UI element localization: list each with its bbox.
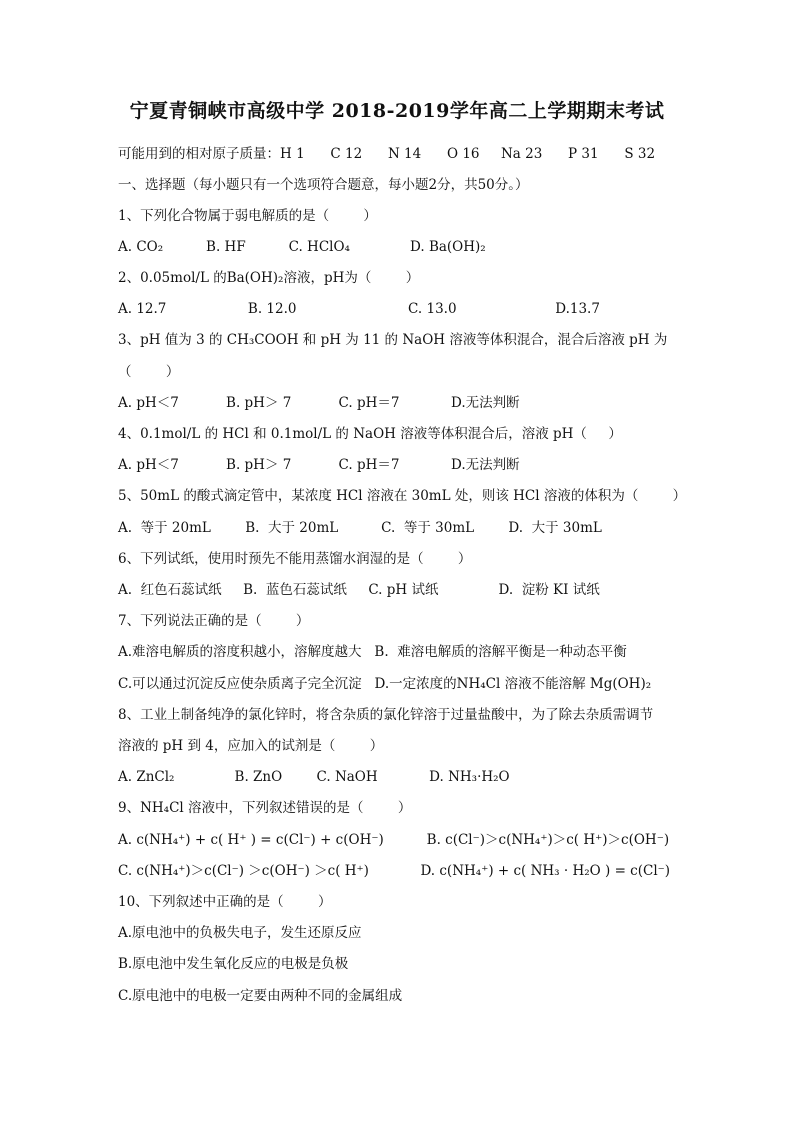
exam-title: 宁夏青铜峡市高级中学 2018-2019学年高二上学期期末考试 bbox=[129, 100, 665, 122]
question-1-options: A. CO₂ B. HF C. HClO₄ D. Ba(OH)₂ bbox=[118, 239, 486, 255]
question-4-options: A. pH＜7 B. pH＞ 7 C. pH＝7 D.无法判断 bbox=[118, 457, 520, 473]
question-5-options: A. 等于 20mL B. 大于 20mL C. 等于 30mL D. 大于 30mL bbox=[118, 520, 602, 536]
question-10-option-c: C.原电池中的电极一定要由两种不同的金属组成 bbox=[118, 988, 403, 1004]
question-8: 8、工业上制备纯净的氯化锌时，将含杂质的氯化锌溶于过量盐酸中，为了除去杂质需调节 bbox=[118, 707, 654, 723]
question-2-options: A. 12.7 B. 12.0 C. 13.0 D.13.7 bbox=[118, 301, 600, 317]
question-7: 7、下列说法正确的是（ ） bbox=[118, 613, 310, 629]
question-3-bracket: （ ） bbox=[118, 364, 180, 380]
question-3: 3、pH 值为 3 的 CH₃COOH 和 pH 为 11 的 NaOH 溶液等体积混合，混合后溶液 pH 为 bbox=[118, 332, 668, 348]
question-10-option-a: A.原电池中的负极失电子，发生还原反应 bbox=[118, 925, 362, 941]
question-8-continued: 溶液的 pH 到 4，应加入的试剂是（ ） bbox=[118, 738, 384, 754]
atomic-mass-line: 可能用到的相对原子质量：H 1 C 12 N 14 O 16 Na 23 P 31 S 32 bbox=[118, 146, 656, 162]
question-9-options-ab: A. c(NH₄⁺) + c( H⁺ ) = c(Cl⁻) + c(OH⁻) B. c(Cl⁻)＞c(NH₄⁺)＞c( H⁺)＞c(OH⁻) bbox=[118, 832, 670, 848]
question-10-option-b: B.原电池中发生氧化反应的电极是负极 bbox=[118, 956, 349, 972]
question-8-options: A. ZnCl₂ B. ZnO C. NaOH D. NH₃·H₂O bbox=[118, 769, 510, 785]
question-6: 6、下列试纸，使用时预先不能用蒸馏水润湿的是（ ） bbox=[118, 551, 472, 567]
question-5: 5、50mL 的酸式滴定管中，某浓度 HCl 溶液在 30mL 处，则该 HCl 溶液的体积为（ ） bbox=[118, 488, 687, 504]
question-10: 10、下列叙述中正确的是（ ） bbox=[118, 894, 332, 910]
question-3-options: A. pH＜7 B. pH＞ 7 C. pH＝7 D.无法判断 bbox=[118, 395, 520, 411]
question-2: 2、0.05mol/L 的Ba(OH)₂溶液，pH为（ ） bbox=[118, 270, 420, 286]
question-6-options: A. 红色石蕊试纸 B. 蓝色石蕊试纸 C. pH 试纸 D. 淀粉 KI 试纸 bbox=[118, 582, 600, 598]
question-9: 9、NH₄Cl 溶液中，下列叙述错误的是（ ） bbox=[118, 800, 412, 816]
question-7-options-cd: C.可以通过沉淀反应使杂质离子完全沉淀 D.一定浓度的NH₄Cl 溶液不能溶解 Mg(OH)₂ bbox=[118, 676, 652, 692]
question-1: 1、下列化合物属于弱电解质的是（ ） bbox=[118, 208, 377, 224]
question-9-options-cd: C. c(NH₄⁺)＞c(Cl⁻) ＞c(OH⁻) ＞c( H⁺) D. c(NH₄⁺) + c( NH₃ · H₂O ) = c(Cl⁻) bbox=[118, 863, 671, 879]
question-4: 4、0.1mol/L 的 HCl 和 0.1mol/L 的 NaOH 溶液等体积混合后，溶液 pH（ ） bbox=[118, 426, 622, 442]
question-7-options-ab: A.难溶电解质的溶度积越小，溶解度越大 B. 难溶电解质的溶解平衡是一种动态平衡 bbox=[118, 644, 627, 660]
section-heading: 一、选择题（每小题只有一个选项符合题意，每小题2分，共50分。） bbox=[118, 177, 529, 193]
